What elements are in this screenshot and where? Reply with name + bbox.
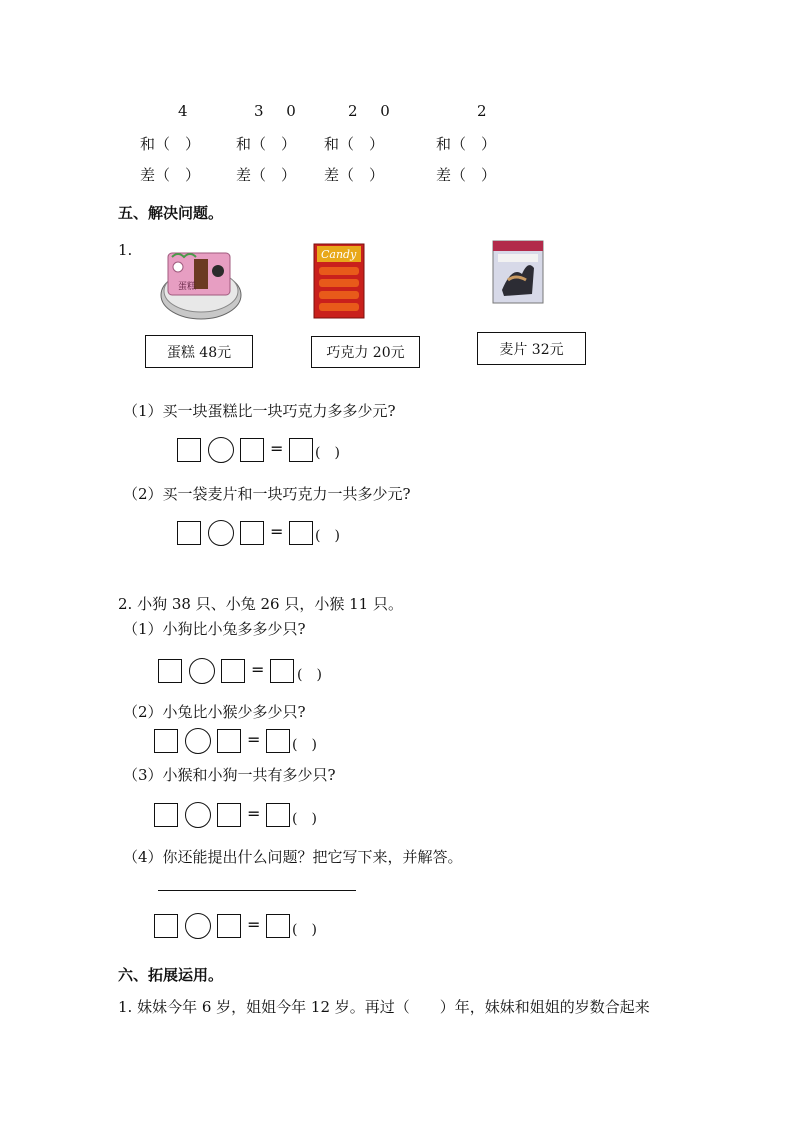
equation-box[interactable] (177, 521, 201, 545)
question-write-line[interactable] (158, 890, 356, 891)
equation-box[interactable] (177, 438, 201, 462)
equals-sign: = (247, 804, 261, 823)
unit-parens[interactable]: ( ) (315, 528, 340, 544)
unit-parens[interactable]: ( ) (292, 922, 317, 938)
top-number-4: 2 (477, 102, 487, 120)
operator-circle[interactable] (185, 802, 211, 828)
top-number-3: 2 0 (348, 102, 399, 120)
sum-label-1: 和（ ） (140, 135, 201, 153)
sum-label-4: 和（ ） (436, 135, 497, 153)
svg-text:Candy: Candy (321, 248, 357, 261)
section5-title: 五、解决问题。 (118, 204, 224, 222)
candy-box-image (313, 243, 365, 319)
q1-sub1-text: （1）买一块蛋糕比一块巧克力多多少元? (123, 402, 396, 420)
operator-circle[interactable] (189, 658, 215, 684)
unit-parens[interactable]: ( ) (292, 811, 317, 827)
equation-box[interactable] (154, 914, 178, 938)
diff-label-4: 差（ ） (436, 166, 497, 184)
result-box[interactable] (270, 659, 294, 683)
q1-sub2-text: （2）买一袋麦片和一块巧克力一共多少元? (123, 485, 411, 503)
operator-circle[interactable] (208, 520, 234, 546)
q2-sub2-text: （2）小兔比小猴少多少只? (123, 703, 306, 721)
equals-sign: = (270, 439, 284, 458)
cake-image (158, 245, 244, 323)
result-box[interactable] (266, 803, 290, 827)
operator-circle[interactable] (185, 913, 211, 939)
q1-number: 1. (118, 241, 133, 259)
cake-price-label: 蛋糕 48元 (145, 335, 253, 368)
operator-circle[interactable] (208, 437, 234, 463)
operator-circle[interactable] (185, 728, 211, 754)
diff-label-2: 差（ ） (236, 166, 297, 184)
cereal-price-label: 麦片 32元 (477, 332, 586, 365)
svg-text:蛋糕: 蛋糕 (178, 282, 197, 292)
equation-box[interactable] (240, 521, 264, 545)
chocolate-price-label: 巧克力 20元 (311, 336, 420, 368)
sum-label-2: 和（ ） (236, 135, 297, 153)
cereal-bag-image (492, 240, 544, 304)
q2-intro-text: 2. 小狗 38 只、小兔 26 只，小猴 11 只。 (118, 595, 403, 613)
result-box[interactable] (266, 914, 290, 938)
equals-sign: = (247, 730, 261, 749)
q2-sub4-text: （4）你还能提出什么问题？把它写下来，并解答。 (123, 848, 463, 866)
unit-parens[interactable]: ( ) (297, 667, 322, 683)
result-box[interactable] (289, 521, 313, 545)
equals-sign: = (247, 915, 261, 934)
equation-box[interactable] (158, 659, 182, 683)
top-number-2: 3 0 (254, 102, 305, 120)
result-box[interactable] (266, 729, 290, 753)
equation-box[interactable] (217, 803, 241, 827)
equation-box[interactable] (154, 729, 178, 753)
equation-box[interactable] (154, 803, 178, 827)
equation-box[interactable] (217, 729, 241, 753)
section6-q1-text: 1. 妹妹今年 6 岁，姐姐今年 12 岁。再过（ ）年，妹妹和姐姐的岁数合起来 (118, 998, 650, 1016)
unit-parens[interactable]: ( ) (315, 445, 340, 461)
equals-sign: = (270, 522, 284, 541)
equation-box[interactable] (217, 914, 241, 938)
equation-box[interactable] (221, 659, 245, 683)
result-box[interactable] (289, 438, 313, 462)
top-number-1: 4 (178, 102, 188, 120)
q2-sub3-text: （3）小猴和小狗一共有多少只? (123, 766, 336, 784)
equation-box[interactable] (240, 438, 264, 462)
diff-label-1: 差（ ） (140, 166, 201, 184)
sum-label-3: 和（ ） (324, 135, 385, 153)
equals-sign: = (251, 660, 265, 679)
unit-parens[interactable]: ( ) (292, 737, 317, 753)
q2-sub1-text: （1）小狗比小兔多多少只? (123, 620, 306, 638)
section6-title: 六、拓展运用。 (118, 966, 224, 984)
diff-label-3: 差（ ） (324, 166, 385, 184)
